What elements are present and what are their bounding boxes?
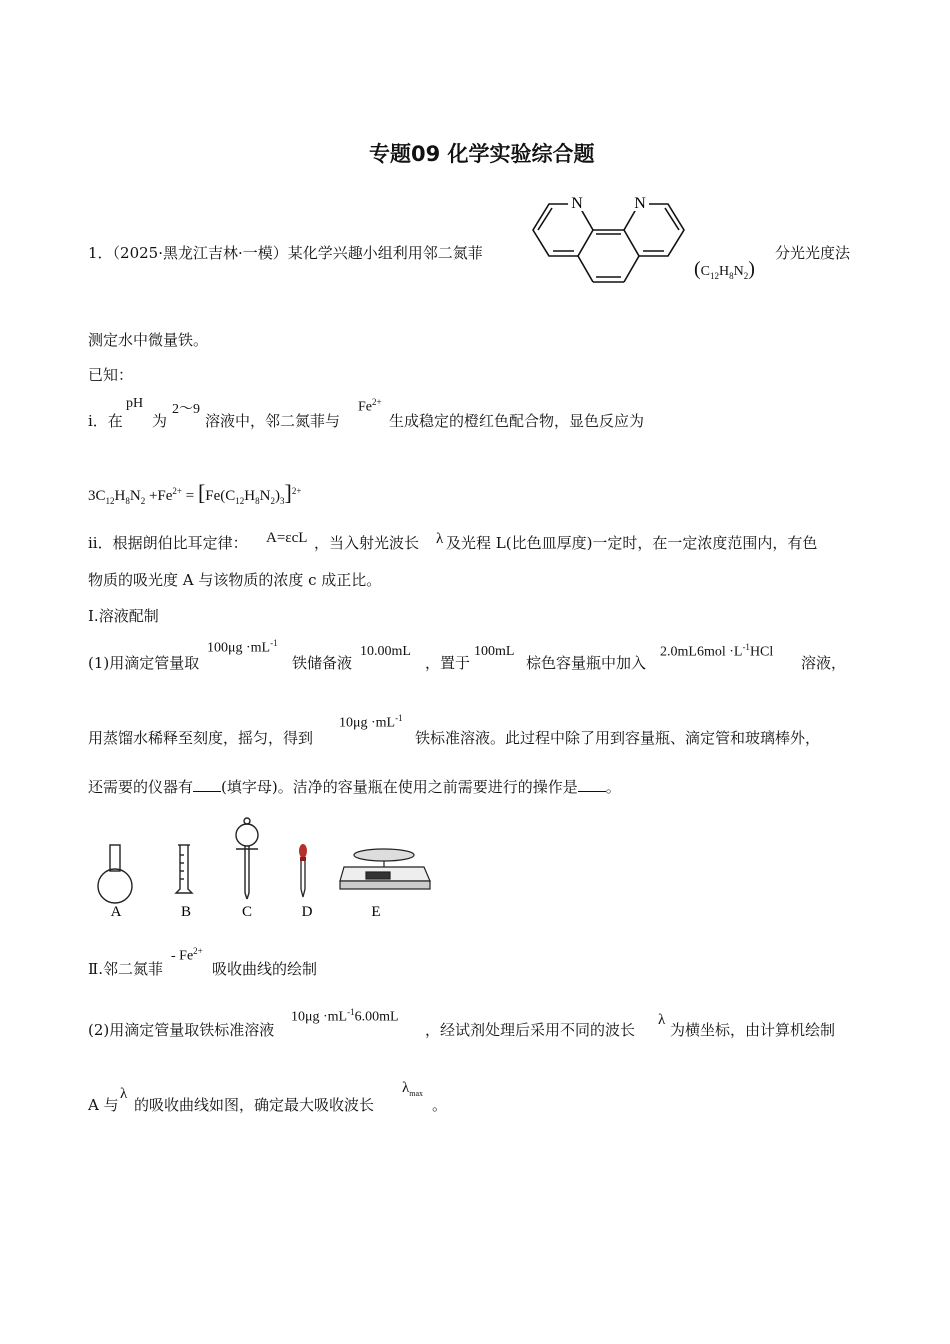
cond-ii-start: ii．根据朗伯比耳定律： xyxy=(88,534,248,552)
ph-label: pH xyxy=(126,396,144,411)
answer-blank-operation[interactable] xyxy=(578,777,606,792)
cond-i-end: 生成稳定的橙红色配合物，显色反应为 xyxy=(389,412,645,430)
cond-ii-line2: 物质的吸光度 A 与该物质的浓度 c 成正比。 xyxy=(88,571,382,589)
p1-l3: 还需要的仪器有 (填字母)。洁净的容量瓶在使用之前需要进行的操作是 。 xyxy=(88,778,621,796)
known-label: 已知： xyxy=(88,366,134,384)
lambda-max: $\lambda_{max}$ xyxy=(402,1080,424,1098)
p1-volume: 10.00mL xyxy=(360,644,411,659)
p1-l2-start: 用蒸馏水稀释至刻度，摇匀，得到 xyxy=(88,729,314,747)
p2-l2-mid: 的吸收曲线如图，确定最大吸收波长 xyxy=(134,1096,375,1114)
section-i-heading: Ⅰ.溶液配制 xyxy=(88,607,159,625)
p1-stock: 铁储备液 xyxy=(292,654,353,672)
cond-i-wei: 为 xyxy=(152,412,168,430)
section-ii-heading: Ⅱ.邻二氮菲 xyxy=(88,960,163,978)
p1-l2-end: 铁标准溶液。此过程中除了用到容量瓶、滴定管和玻璃棒外， xyxy=(415,729,821,747)
cond-ii-mid: ，当入射光波长 xyxy=(314,534,420,552)
graduated-cylinder-icon xyxy=(176,845,192,893)
p1-std-conc: $10\mu g \cdot mL^{-1}$ xyxy=(339,713,403,731)
p1-flask-volume: 100mL xyxy=(474,644,515,659)
fe2-ion: $Fe^{2+}$ xyxy=(358,397,382,415)
color-reaction-equation: $3C_{12}H_8N_2 +Fe^{2+} = [Fe(C_{12}H_8N_2)_3]^{2+}$ xyxy=(88,480,302,506)
q1-intro: 1．（2025·黑龙江吉林·一模）某化学兴趣小组利用邻二氮菲 xyxy=(88,244,483,262)
molecular-formula: $(C_{12}H_8N_2)$ xyxy=(694,258,755,282)
round-bottom-flask-icon xyxy=(98,845,132,903)
label-C: C xyxy=(241,904,253,920)
p2-start: (2)用滴定管量取铁标准溶液 xyxy=(88,1021,275,1039)
label-B: B xyxy=(180,904,192,920)
label-A: A xyxy=(110,904,122,920)
section-ii-heading-end: 吸收曲线的绘制 xyxy=(212,960,318,978)
p1-acid: $2.0mL6mol \cdot L^{-1}HCl$ xyxy=(660,642,774,660)
p2-l2-lambda: λ xyxy=(120,1086,128,1102)
label-E: E xyxy=(371,904,381,920)
q1-line2: 测定水中微量铁。 xyxy=(88,331,209,349)
separatory-funnel-icon xyxy=(236,818,258,899)
p1-add: 棕色容量瓶中加入 xyxy=(526,654,647,672)
electronic-balance-icon xyxy=(340,849,430,889)
p2-conc-vol: $10\mu g \cdot mL^{-1}6.00mL$ xyxy=(291,1007,399,1025)
cond-ii-end: 及光程 L(比色皿厚度)一定时，在一定浓度范围内，有色 xyxy=(446,534,818,552)
apparatus-figure xyxy=(90,815,440,925)
p1-stock-conc: $100\mu g \cdot mL^{-1}$ xyxy=(207,638,278,656)
p1-end: 溶液， xyxy=(801,654,847,672)
nitrogen-atom-left: N xyxy=(571,195,583,212)
page-title: 专题09 化学实验综合题 xyxy=(369,142,595,166)
cond-i-mid: 溶液中，邻二氮菲与 xyxy=(205,412,341,430)
answer-blank-instruments[interactable] xyxy=(193,777,221,792)
ph-range: 2～9 xyxy=(172,402,200,417)
dropper-icon xyxy=(299,844,307,897)
beer-lambert-law: A=εcL xyxy=(266,530,308,546)
p2-end: 为横坐标，由计算机绘制 xyxy=(670,1021,836,1039)
p1-place: ，置于 xyxy=(425,654,471,672)
phenanthroline-structure xyxy=(528,188,694,286)
q1-intro-end: 分光光度法 xyxy=(775,244,851,262)
section-ii-complex: - $Fe^{2+}$ xyxy=(171,946,203,964)
lambda-symbol: λ xyxy=(436,531,444,547)
p2-lambda: λ xyxy=(658,1012,666,1028)
p2-l2-start: A 与 xyxy=(88,1096,119,1114)
p2-mid: ，经试剂处理后采用不同的波长 xyxy=(425,1021,636,1039)
p2-l2-end: 。 xyxy=(432,1096,448,1114)
p1-start: (1)用滴定管量取 xyxy=(88,654,200,672)
label-D: D xyxy=(301,904,313,920)
nitrogen-atom-right: N xyxy=(634,195,646,212)
cond-i-start: i．在 xyxy=(88,412,123,430)
